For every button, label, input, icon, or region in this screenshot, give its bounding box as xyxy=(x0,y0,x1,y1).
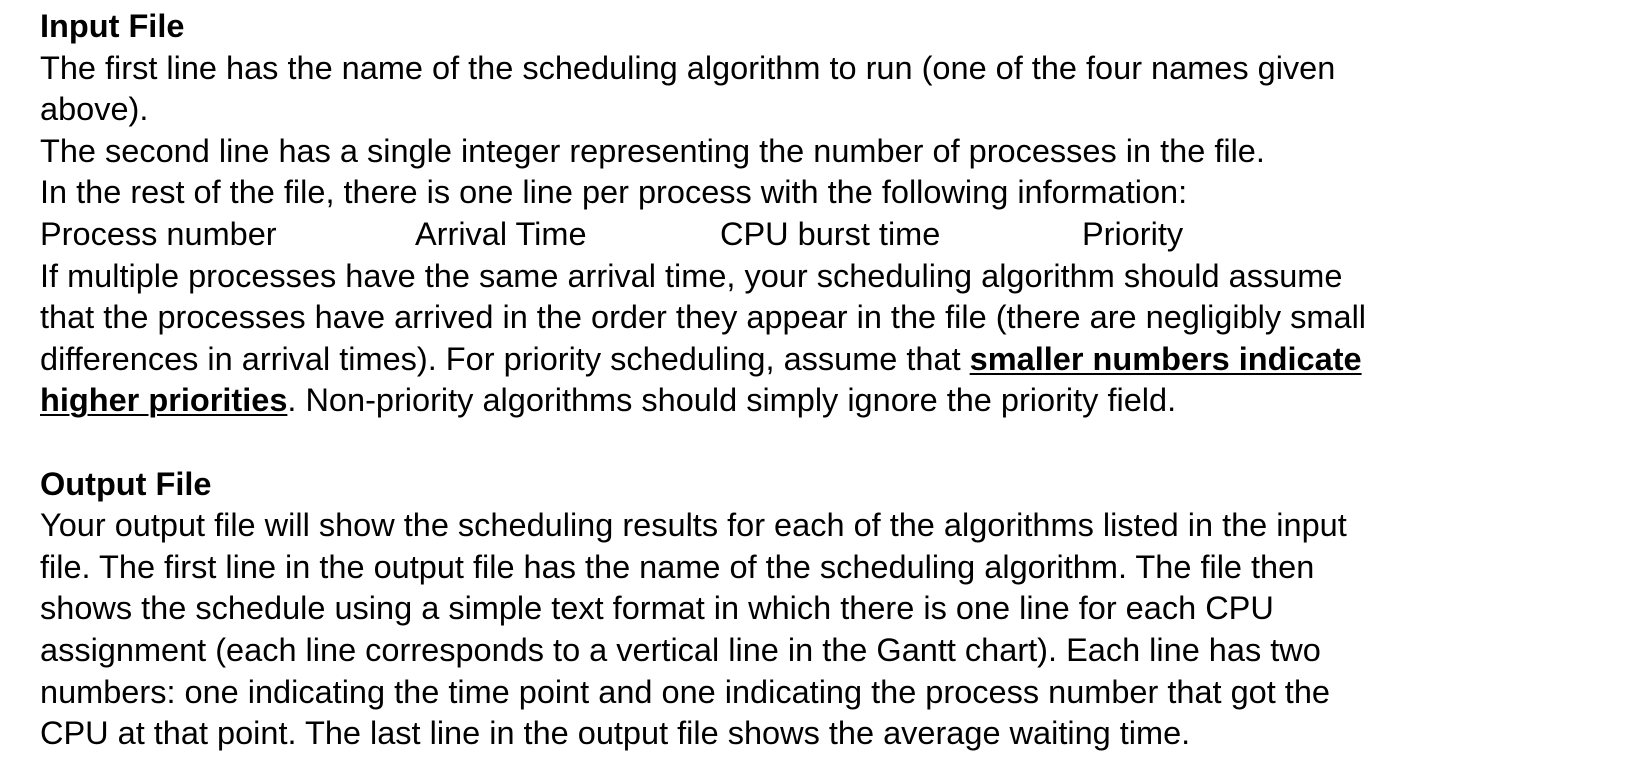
output-line-6: CPU at that point. The last line in the output file shows the average waiting time. xyxy=(40,715,1191,752)
arrival-paragraph-line-4-text: . Non-priority algorithms should simply ignore the priority field. xyxy=(287,382,1177,419)
field-process-number: Process number xyxy=(40,215,277,252)
input-line-3: In the rest of the file, there is one line per process with the following information: xyxy=(40,174,1188,211)
input-line-1b: above). xyxy=(40,91,149,128)
process-fields-row xyxy=(40,214,1620,256)
field-cpu-burst-time: CPU burst time xyxy=(720,215,941,252)
arrival-paragraph-line-1: If multiple processes have the same arrival time, your scheduling algorithm should assume xyxy=(40,257,1343,294)
field-priority: Priority xyxy=(1082,215,1184,252)
section-spacer xyxy=(40,422,1620,464)
output-line-3: shows the schedule using a simple text format in which there is one line for each CPU xyxy=(40,590,1274,627)
priority-emphasis-part-1: smaller numbers indicate xyxy=(969,340,1362,377)
output-line-1: Your output file will show the scheduling results for each of the algorithms listed in the input xyxy=(40,507,1347,544)
output-line-4: assignment (each line corresponds to a vertical line in the Gantt chart). Each line has two xyxy=(40,631,1321,668)
document-page xyxy=(40,6,1620,755)
input-line-2: The second line has a single integer representing the number of processes in the file. xyxy=(40,132,1265,169)
arrival-paragraph-line-2: that the processes have arrived in the order they appear in the file (there are negligibly small xyxy=(40,299,1367,336)
priority-emphasis-part-2: higher priorities xyxy=(40,382,288,419)
output-line-2: file. The first line in the output file has the name of the scheduling algorithm. The file then xyxy=(40,548,1315,585)
output-file-heading: Output File xyxy=(40,465,212,502)
arrival-paragraph-line-4 xyxy=(40,380,1620,422)
input-file-heading: Input File xyxy=(40,8,185,44)
arrival-paragraph-line-3 xyxy=(40,339,1620,381)
arrival-paragraph-line-3-text: differences in arrival times). For priority scheduling, assume that xyxy=(40,340,970,377)
output-line-5: numbers: one indicating the time point and one indicating the process number that got the xyxy=(40,673,1330,710)
input-line-1a: The first line has the name of the scheduling algorithm to run (one of the four names given xyxy=(40,49,1336,86)
field-arrival-time: Arrival Time xyxy=(415,215,587,252)
